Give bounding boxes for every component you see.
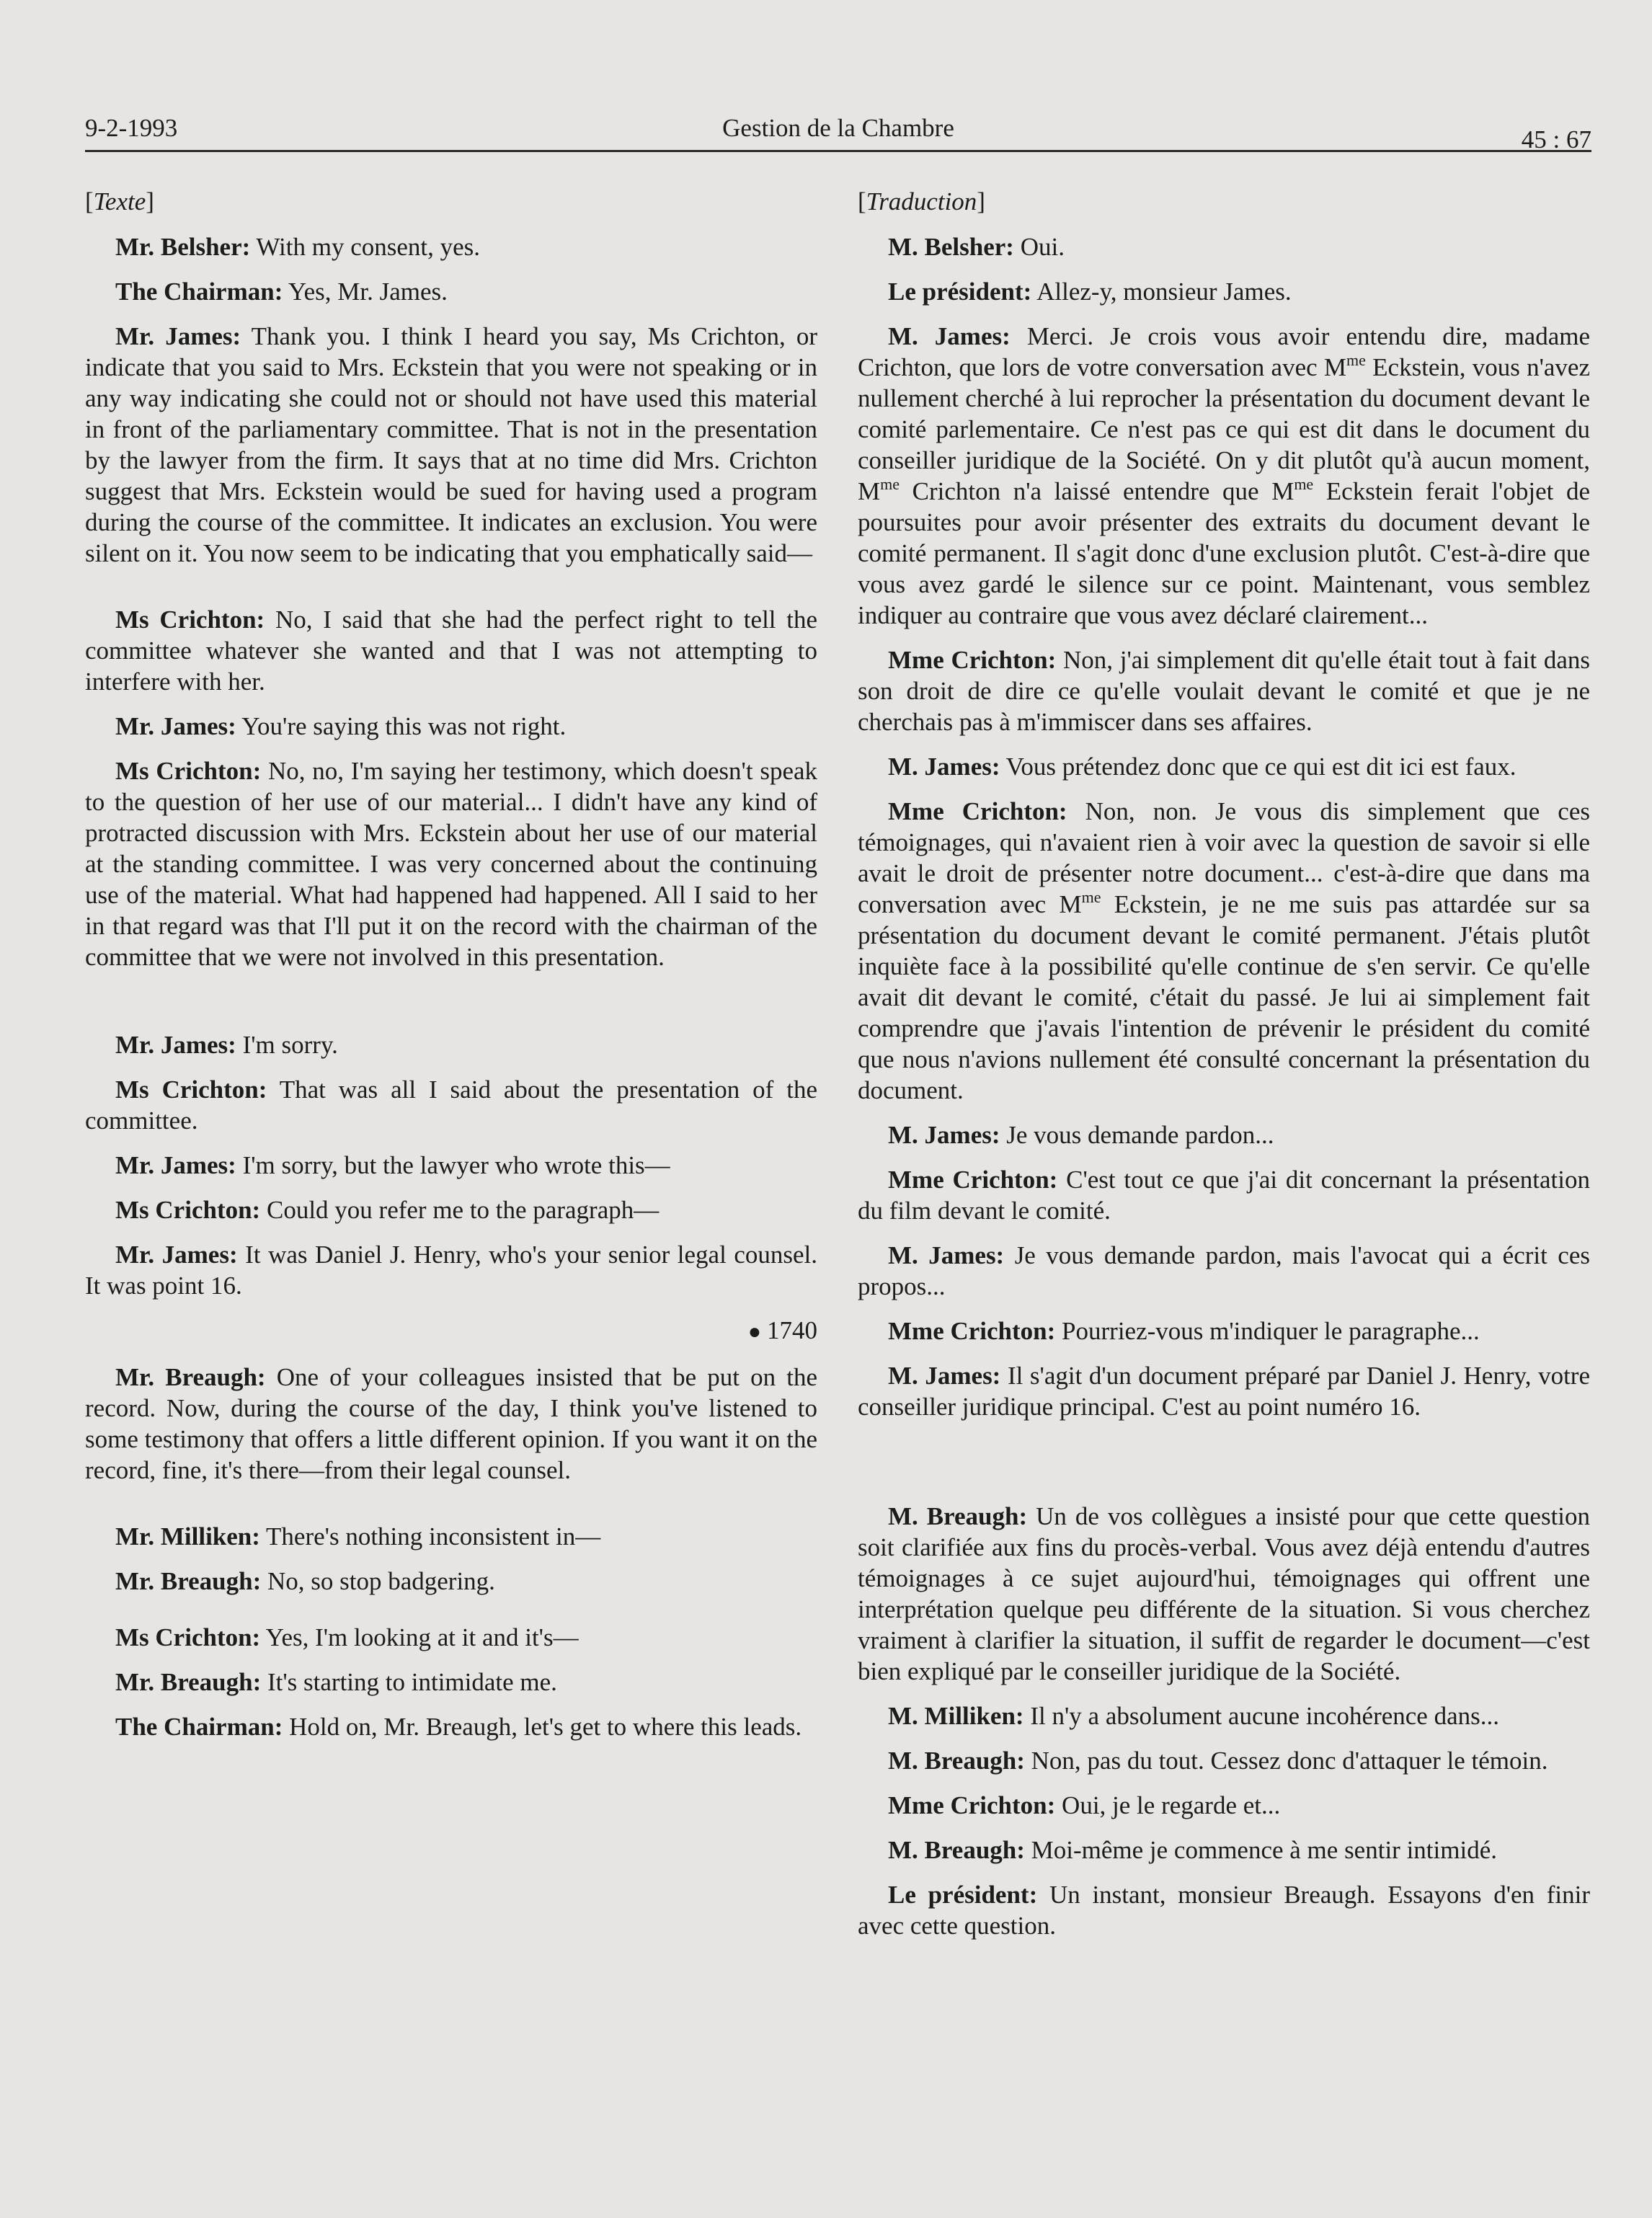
statement: Mr. James: You're saying this was not right. <box>115 712 567 740</box>
statement: M. Breaugh: Un de vos collègues a insisté pour que cette question soit clarifiée aux fins du procès-verbal. Vous avez déjà entendu d'autres témoignages à ce sujet aujourd'hui, témoignages qui offrent une interprétation quelque peu différente de la situation. Si vous cherchez vraiment à clarifier la situation, il suffit de regarder le document—c'est bien expliqué par le conseiller juridique de la Société. <box>858 1502 1591 1685</box>
statement: Mr. James: I'm sorry. <box>115 1031 338 1059</box>
statement: M. James: Il s'agit d'un document préparé par Daniel J. Henry, votre conseiller juridique principal. C'est au point numéro 16. <box>858 1362 1590 1421</box>
statement: M. James: Je vous demande pardon, mais l'avocat qui a écrit ces propos... <box>858 1241 1590 1300</box>
statement: Le président: Allez-y, monsieur James. <box>888 278 1292 306</box>
statement: M. Milliken: Il n'y a absolument aucune incohérence dans... <box>888 1702 1499 1730</box>
header-title: Gestion de la Chambre <box>722 114 954 142</box>
statement: The Chairman: Yes, Mr. James. <box>115 278 448 306</box>
statement: Mme Crichton: Non, non. Je vous dis simplement que ces témoignages, qui n'avaient rien à voir avec la question de savoir si elle avait le droit de présenter notre document... c'est-à-dire que dans ma conversation avec $M^{me}$ Eckstein, je ne me suis pas attardée sur sa présentation du document devant le comité permanent. J'étais plutôt inquiète face à la possibilité qu'elle continue de s'en servir. Ce qu'elle avait dit devant le comité, c'était du passé. Je lui ai simplement fait comprendre que j'avais l'intention de prévenir le président du comité que nous n'avions nullement été consulté concernant la présentation du document. <box>858 797 1590 1104</box>
statement: Ms Crichton: That was all I said about the presentation of the committee. <box>85 1075 818 1135</box>
right-column-french <box>858 186 1590 1955</box>
statement: Mr. Milliken: There's nothing inconsistent in— <box>115 1522 601 1551</box>
section-label-traduction: [Traduction] <box>858 187 985 216</box>
statement: M. James: Merci. Je crois vous avoir entendu dire, madame Crichton, que lors de votre conversation avec $M^{me}$ Eckstein, vous n'avez nullement cherché à lui reprocher la présentation du document devant le comité parlementaire. Ce n'est pas ce qui est dit dans le document du conseiller juridique de la Société. On y dit plutôt qu'à aucun moment, $M^{me}$ Crichton n'a laissé entendre que $M^{me}$ Eckstein ferait l'objet de poursuites pour avoir présenter des extraits du document devant le comité permanent. Il s'agit donc d'une exclusion plutôt. C'est-à-dire que vous avez gardé le silence sur ce point. Maintenant, vous semblez indiquer au contraire que vous avez déclaré clairement... <box>858 322 1590 629</box>
statement: Mme Crichton: C'est tout ce que j'ai dit concernant la présentation du film devant le comité. <box>858 1166 1590 1225</box>
statement: M. James: Je vous demande pardon... <box>888 1121 1274 1149</box>
statement: Le président: Un instant, monsieur Breaugh. Essayons d'en finir avec cette question. <box>858 1881 1591 1940</box>
statement: Mr. Breaugh: One of your colleagues insisted that be put on the record. Now, during the course of the day, I think you've listened to some testimony that offers a little different opinion. If you want it on the record, fine, it's there—from their legal counsel. <box>85 1363 818 1484</box>
statement: M. Breaugh: Moi-même je commence à me sentir intimidé. <box>888 1836 1497 1864</box>
statement: Mr. James: Thank you. I think I heard you say, Ms Crichton, or indicate that you said to Mrs. Eckstein that you were not speaking or in any way indicating she could not or should not have used this material in front of the parliamentary committee. That is not in the presentation by the lawyer from the firm. It says that at no time did Mrs. Crichton suggest that Mrs. Eckstein would be sued for having used a program during the course of the committee. It indicates an exclusion. You were silent on it. You now seem to be indicating that you emphatically said— <box>85 322 817 567</box>
statement: Ms Crichton: No, no, I'm saying her testimony, which doesn't speak to the question of her use of our material... I didn't have any kind of protracted discussion with Mrs. Eckstein about her use of our material at the standing committee. I was very concerned about the continuing use of the material. What had happened had happened. All I said to her in that regard was that I'll put it on the record with the chairman of the committee that we were not involved in this presentation. <box>85 757 818 971</box>
statement: M. James: Vous prétendez donc que ce qui est dit ici est faux. <box>888 753 1516 781</box>
statement: Mr. James: It was Daniel J. Henry, who's your senior legal counsel. It was point 16. <box>85 1241 818 1300</box>
page-header <box>85 107 1591 152</box>
time-marker: ● 1740 <box>747 1316 817 1344</box>
statement: Mme Crichton: Non, j'ai simplement dit qu'elle était tout à fait dans son droit de dire ce qu'elle voulait devant le comité et que je ne cherchais pas à m'immiscer dans ses affaires. <box>858 646 1590 736</box>
statement: Ms Crichton: Could you refer me to the paragraph— <box>115 1196 660 1224</box>
header-date: 9-2-1993 <box>85 114 178 142</box>
statement: Mr. James: I'm sorry, but the lawyer who wrote this— <box>115 1151 670 1179</box>
statement: M. Breaugh: Non, pas du tout. Cessez donc d'attaquer le témoin. <box>888 1747 1548 1775</box>
bullet-icon: ● <box>747 1320 761 1344</box>
header-page-number: 45 : 67 <box>1521 125 1591 154</box>
statement: Mr. Breaugh: It's starting to intimidate me. <box>115 1668 557 1696</box>
statement: The Chairman: Hold on, Mr. Breaugh, let's get to where this leads. <box>115 1713 802 1741</box>
section-label-texte: [Texte] <box>85 187 154 216</box>
statement: Mme Crichton: Pourriez-vous m'indiquer le paragraphe... <box>888 1317 1480 1345</box>
statement: Mr. Breaugh: No, so stop badgering. <box>115 1567 495 1595</box>
statement: M. Belsher: Oui. <box>888 233 1065 261</box>
statement: Ms Crichton: No, I said that she had the perfect right to tell the committee whatever she wanted and that I was not attempting to interfere with her. <box>85 605 818 696</box>
statement: Ms Crichton: Yes, I'm looking at it and it's— <box>115 1623 579 1651</box>
statement: Mr. Belsher: With my consent, yes. <box>115 233 481 261</box>
statement: Mme Crichton: Oui, je le regarde et... <box>888 1791 1281 1819</box>
left-column-english <box>85 186 817 1756</box>
